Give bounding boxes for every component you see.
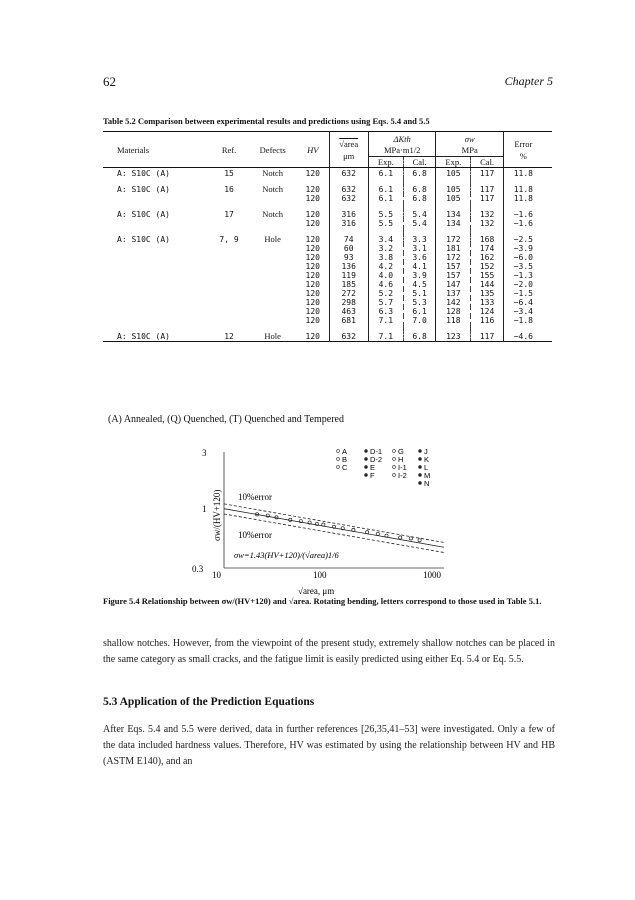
legend-label: E <box>370 463 376 472</box>
cell-error: −3.9 <box>513 244 533 253</box>
cell-material: A: S10C (A) <box>117 331 170 341</box>
legend-marker <box>365 466 368 469</box>
cell-defect <box>248 194 297 203</box>
cell-dk-exp: 6.1 <box>368 194 403 203</box>
cell-material <box>103 244 210 253</box>
cell-defect: Hole <box>264 331 281 341</box>
cell-defect <box>248 289 297 298</box>
col-error-unit: % <box>519 150 527 161</box>
col-sw <box>436 132 504 157</box>
cell-sw-exp: 134 <box>436 219 471 228</box>
cell-area: 632 <box>329 331 368 342</box>
legend-label: J <box>424 447 428 456</box>
table-row <box>103 234 552 244</box>
legend-marker <box>365 474 368 477</box>
col-sw-label: σw <box>464 134 475 144</box>
cell-material <box>103 307 210 316</box>
legend-marker <box>419 482 422 485</box>
table-row <box>103 194 552 203</box>
y-tick-1: 1 <box>202 504 207 514</box>
cell-dk-exp: 5.2 <box>368 289 403 298</box>
cell-hv: 120 <box>297 168 329 179</box>
body-paragraph-2: After Eqs. 5.4 and 5.5 were derived, data in further references [26,35,41–53] were investigated. Only a few of the data included hardness values. Therefore, HV was estimated by using the relationship between HV and HB (ASTM E140), and an <box>103 724 555 767</box>
cell-area: 463 <box>329 307 368 316</box>
legend-marker <box>337 466 340 469</box>
cell-dk-exp: 4.6 <box>368 280 403 289</box>
data-point <box>409 537 412 540</box>
spacer-cell <box>543 203 552 209</box>
cell-dk-exp: 5.5 <box>368 209 403 219</box>
col-area <box>329 132 368 168</box>
cell-ref <box>210 316 249 325</box>
cell-ref <box>210 307 249 316</box>
legend-label: B <box>342 455 348 464</box>
cell-ref <box>210 244 249 253</box>
cell-defect: Notch <box>262 184 284 194</box>
col-hv: HV <box>297 132 329 168</box>
cell-error: −1.6 <box>513 219 533 228</box>
table-row <box>103 219 552 228</box>
cell-material <box>103 194 210 203</box>
cell-sw-cal: 133 <box>471 298 504 307</box>
cell-error: −3.5 <box>513 262 533 271</box>
cell-area: 632 <box>329 168 368 179</box>
cell-defect <box>248 280 297 289</box>
cell-material <box>103 298 210 307</box>
cell-error: −1.6 <box>513 209 533 219</box>
col-sw-cal: Cal. <box>471 157 504 168</box>
cell-sw-cal: 117 <box>471 168 504 179</box>
legend-marker <box>337 450 340 453</box>
cell-sw-cal: 144 <box>471 280 504 289</box>
cell-dk-exp: 7.1 <box>368 316 403 325</box>
cell-material <box>103 280 210 289</box>
chapter-label: Chapter 5 <box>504 74 553 88</box>
legend-marker <box>419 474 422 477</box>
table-row <box>103 184 552 194</box>
cell-hv: 120 <box>297 184 329 194</box>
cell-hv: 120 <box>297 280 329 289</box>
cell-defect: Notch <box>262 168 284 178</box>
y-axis-label: σw/(HV+120) <box>212 489 222 541</box>
cell-dk-cal: 6.8 <box>403 168 436 179</box>
cell-dk-cal: 7.0 <box>403 316 436 325</box>
cell-sw-cal: 117 <box>471 184 504 194</box>
cell-sw-exp: 147 <box>436 280 471 289</box>
cell-defect <box>248 298 297 307</box>
legend-marker <box>419 458 422 461</box>
table-body <box>103 168 552 342</box>
cell-sw-exp: 142 <box>436 298 471 307</box>
legend-marker <box>337 458 340 461</box>
cell-dk-exp: 3.2 <box>368 244 403 253</box>
table-row <box>103 307 552 316</box>
cell-hv: 120 <box>297 307 329 316</box>
cell-dk-cal: 6.1 <box>403 307 436 316</box>
cell-ref: 17 <box>224 209 234 219</box>
cell-dk-cal: 6.8 <box>403 331 436 342</box>
cell-dk-cal: 3.9 <box>403 271 436 280</box>
cell-sw-exp: 181 <box>436 244 471 253</box>
cell-dk-cal: 3.6 <box>403 253 436 262</box>
col-error <box>503 132 542 168</box>
cell-hv: 120 <box>297 244 329 253</box>
cell-material <box>103 219 210 228</box>
cell-ref <box>210 298 249 307</box>
cell-sw-exp: 105 <box>436 194 471 203</box>
legend-label: N <box>424 479 430 488</box>
cell-ref: 16 <box>224 184 234 194</box>
annot-lower-error: 10%error <box>238 530 272 540</box>
legend-label: D-1 <box>370 447 383 456</box>
cell-material <box>103 253 210 262</box>
col-ref: Ref. <box>221 144 237 155</box>
fit-line <box>224 509 444 548</box>
col-error-label: Error <box>514 138 533 149</box>
table-footnote: (A) Annealed, (Q) Quenched, (T) Quenched and Tempered <box>108 414 344 425</box>
cell-sw-exp: 172 <box>436 253 471 262</box>
cell-error: 11.8 <box>513 168 533 178</box>
col-sw-unit: MPa <box>461 145 478 155</box>
cell-hv: 120 <box>297 209 329 219</box>
cell-error: −2.5 <box>513 234 533 244</box>
cell-dk-exp: 4.2 <box>368 262 403 271</box>
cell-hv: 120 <box>297 331 329 342</box>
legend-label: K <box>424 455 430 464</box>
cell-sw-exp: 105 <box>436 184 471 194</box>
cell-area: 298 <box>329 298 368 307</box>
cell-ref <box>210 271 249 280</box>
cell-dk-exp: 5.5 <box>368 219 403 228</box>
x-tick-1000: 1000 <box>423 570 441 580</box>
annot-upper-error: 10%error <box>238 492 272 502</box>
figure-caption: Figure 5.4 Relationship between σw/(HV+120) and √area. Rotating bending, letters correspond to those used in Table 5.1. <box>103 596 542 606</box>
cell-area: 632 <box>329 184 368 194</box>
table-row <box>103 209 552 219</box>
cell-area: 316 <box>329 209 368 219</box>
figure-legend <box>337 447 431 488</box>
legend-label: A <box>342 447 348 456</box>
spacer-cell <box>543 178 552 184</box>
data-point <box>418 539 421 542</box>
cell-sw-exp: 118 <box>436 316 471 325</box>
cell-area: 681 <box>329 316 368 325</box>
cell-area: 74 <box>329 234 368 244</box>
col-materials: Materials <box>117 144 150 155</box>
cell-sw-exp: 137 <box>436 289 471 298</box>
col-area-label: √area <box>339 138 359 149</box>
col-dkth-label: ΔKth <box>393 134 411 144</box>
cell-ref <box>210 289 249 298</box>
legend-label: I-1 <box>398 463 407 472</box>
cell-area: 93 <box>329 253 368 262</box>
cell-sw-cal: 117 <box>471 331 504 342</box>
x-tick-100: 100 <box>313 570 327 580</box>
cell-area: 632 <box>329 194 368 203</box>
cell-dk-exp: 6.1 <box>368 168 403 179</box>
cell-dk-cal: 5.4 <box>403 209 436 219</box>
cell-hv: 120 <box>297 262 329 271</box>
table-row <box>103 316 552 325</box>
cell-ref: 12 <box>224 331 234 341</box>
col-dkth <box>368 132 436 157</box>
legend-label: C <box>342 463 348 472</box>
cell-sw-exp: 128 <box>436 307 471 316</box>
cell-hv: 120 <box>297 289 329 298</box>
table-row <box>103 298 552 307</box>
table-row <box>103 262 552 271</box>
table-row <box>103 280 552 289</box>
cell-material <box>103 271 210 280</box>
cell-error: −1.3 <box>513 271 533 280</box>
cell-sw-exp: 157 <box>436 271 471 280</box>
cell-dk-exp: 7.1 <box>368 331 403 342</box>
cell-dk-exp: 5.7 <box>368 298 403 307</box>
cell-error: −1.8 <box>513 316 533 325</box>
cell-defect <box>248 244 297 253</box>
col-sw-exp: Exp. <box>436 157 471 168</box>
cell-sw-cal: 155 <box>471 271 504 280</box>
body-paragraph-1: shallow notches. However, from the viewpoint of the present study, extremely shallow notches can be placed in the same category as small cracks, and the fatigue limit is easily predicted using either Eq. 5.4 or Eq. 5.5. <box>103 638 555 665</box>
legend-label: L <box>424 463 429 472</box>
cell-error: −1.5 <box>513 289 533 298</box>
cell-defect <box>248 253 297 262</box>
fit-equation: σw=1.43(HV+120)/(√area)1/6 <box>234 550 339 560</box>
cell-error: −4.6 <box>513 331 533 341</box>
cell-dk-exp: 3.4 <box>368 234 403 244</box>
cell-sw-cal: 117 <box>471 194 504 203</box>
cell-defect <box>248 262 297 271</box>
cell-dk-cal: 4.5 <box>403 280 436 289</box>
cell-defect <box>248 219 297 228</box>
cell-sw-cal: 162 <box>471 253 504 262</box>
comparison-table <box>103 131 552 342</box>
cell-dk-cal: 5.4 <box>403 219 436 228</box>
cell-hv: 120 <box>297 271 329 280</box>
cell-dk-cal: 4.1 <box>403 262 436 271</box>
cell-area: 185 <box>329 280 368 289</box>
table-caption: Table 5.2 Comparison between experimental results and predictions using Eqs. 5.4 and 5.5 <box>103 116 430 126</box>
cell-dk-cal: 6.8 <box>403 194 436 203</box>
cell-material <box>103 262 210 271</box>
cell-defect <box>248 271 297 280</box>
legend-marker <box>393 458 396 461</box>
cell-area: 136 <box>329 262 368 271</box>
cell-sw-cal: 124 <box>471 307 504 316</box>
cell-dk-cal: 5.3 <box>403 298 436 307</box>
legend-marker <box>393 450 396 453</box>
cell-sw-cal: 174 <box>471 244 504 253</box>
cell-ref <box>210 253 249 262</box>
legend-marker <box>419 466 422 469</box>
cell-hv: 120 <box>297 298 329 307</box>
table-row <box>103 253 552 262</box>
cell-hv: 120 <box>297 194 329 203</box>
cell-dk-exp: 6.1 <box>368 184 403 194</box>
cell-error: 11.8 <box>513 184 533 194</box>
cell-sw-cal: 135 <box>471 289 504 298</box>
cell-material: A: S10C (A) <box>117 184 170 194</box>
section-title: 5.3 Application of the Prediction Equations <box>103 696 315 708</box>
page-number: 62 <box>103 74 116 89</box>
legend-label: H <box>398 455 404 464</box>
cell-sw-cal: 116 <box>471 316 504 325</box>
data-point <box>399 536 402 539</box>
cell-dk-cal: 3.1 <box>403 244 436 253</box>
cell-dk-exp: 3.8 <box>368 253 403 262</box>
cell-ref <box>210 262 249 271</box>
cell-ref <box>210 219 249 228</box>
legend-marker <box>365 458 368 461</box>
legend-marker <box>393 466 396 469</box>
legend-label: D-2 <box>370 455 383 464</box>
cell-area: 272 <box>329 289 368 298</box>
spacer-cell <box>543 228 552 234</box>
cell-sw-cal: 132 <box>471 219 504 228</box>
col-dkth-unit: MPa·m1/2 <box>383 145 421 155</box>
cell-material <box>103 289 210 298</box>
col-defects: Defects <box>259 144 286 155</box>
cell-hv: 120 <box>297 234 329 244</box>
legend-marker <box>393 474 396 477</box>
x-tick-10: 10 <box>212 570 221 580</box>
table-row <box>103 244 552 253</box>
cell-ref <box>210 280 249 289</box>
table-row <box>103 168 552 179</box>
cell-sw-exp: 157 <box>436 262 471 271</box>
col-area-unit: μm <box>343 150 355 161</box>
cell-material: A: S10C (A) <box>117 209 170 219</box>
cell-area: 60 <box>329 244 368 253</box>
cell-error: −2.0 <box>513 280 533 289</box>
cell-material: A: S10C (A) <box>117 168 170 178</box>
cell-sw-cal: 152 <box>471 262 504 271</box>
cell-defect <box>248 316 297 325</box>
y-tick-3: 3 <box>202 448 207 458</box>
cell-ref <box>210 194 249 203</box>
legend-label: M <box>424 471 431 480</box>
table-row <box>103 289 552 298</box>
legend-label: I-2 <box>398 471 407 480</box>
col-dk-cal: Cal. <box>403 157 436 168</box>
cell-ref: 7, 9 <box>219 234 239 244</box>
cell-error: −6.0 <box>513 253 533 262</box>
cell-area: 316 <box>329 219 368 228</box>
cell-defect: Notch <box>262 209 284 219</box>
cell-hv: 120 <box>297 253 329 262</box>
cell-sw-cal: 132 <box>471 209 504 219</box>
cell-dk-cal: 3.3 <box>403 234 436 244</box>
cell-defect: Hole <box>264 234 281 244</box>
cell-dk-exp: 4.0 <box>368 271 403 280</box>
cell-dk-cal: 5.1 <box>403 289 436 298</box>
cell-error: −6.4 <box>513 298 533 307</box>
spacer-cell <box>543 325 552 331</box>
y-tick-0-3: 0.3 <box>192 564 204 574</box>
cell-material <box>103 316 210 325</box>
cell-sw-exp: 105 <box>436 168 471 179</box>
cell-material: A: S10C (A) <box>117 234 170 244</box>
legend-marker <box>419 450 422 453</box>
cell-defect <box>248 307 297 316</box>
legend-label: G <box>398 447 404 456</box>
cell-area: 119 <box>329 271 368 280</box>
cell-sw-exp: 134 <box>436 209 471 219</box>
legend-marker <box>365 450 368 453</box>
cell-dk-exp: 6.3 <box>368 307 403 316</box>
cell-hv: 120 <box>297 219 329 228</box>
cell-sw-exp: 172 <box>436 234 471 244</box>
cell-sw-cal: 168 <box>471 234 504 244</box>
col-dk-exp: Exp. <box>368 157 403 168</box>
cell-hv: 120 <box>297 316 329 325</box>
figure-5-4-chart <box>192 446 468 596</box>
cell-dk-cal: 6.8 <box>403 184 436 194</box>
table-row <box>103 271 552 280</box>
table-row <box>103 331 552 342</box>
legend-label: F <box>370 471 375 480</box>
cell-ref: 15 <box>224 168 234 178</box>
cell-error: 11.8 <box>513 194 533 203</box>
x-axis-label: √area, μm <box>298 586 335 596</box>
cell-error: −3.4 <box>513 307 533 316</box>
cell-sw-exp: 123 <box>436 331 471 342</box>
